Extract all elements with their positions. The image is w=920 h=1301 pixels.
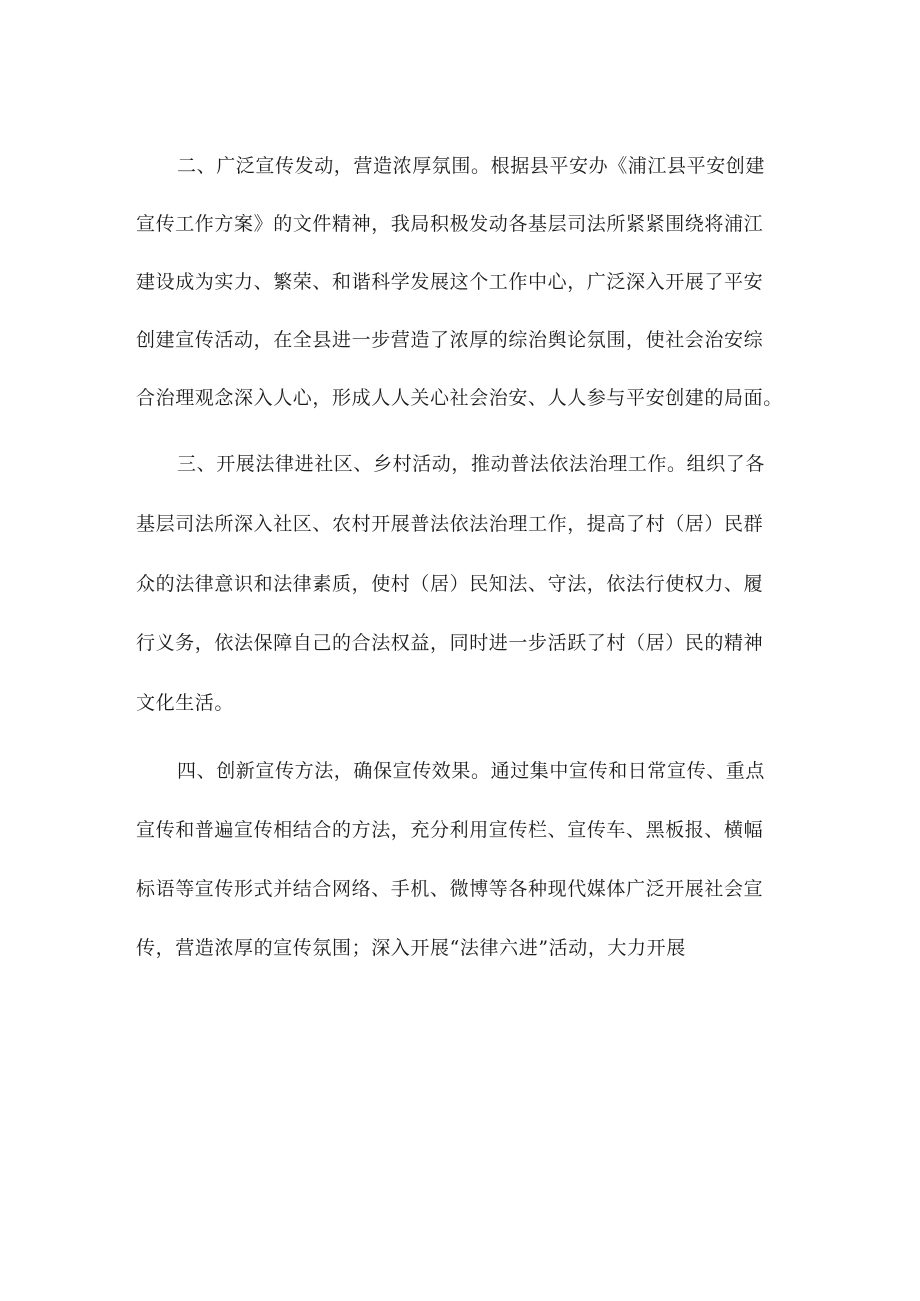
paragraph-line: 三、开展法律进社区、乡村活动，推动普法依法治理工作。组织了各 xyxy=(177,453,766,475)
paragraph-line: 合治理观念深入人心，形成人人关心社会治安、人人参与平安创建的局面。 xyxy=(136,387,783,409)
paragraph-line: 文化生活。 xyxy=(136,692,235,714)
paragraph-line: 标语等宣传形式并结合网络、手机、微博等各种现代媒体广泛开展社会宣 xyxy=(136,878,764,900)
paragraph-line: 创建宣传活动，在全县进一步营造了浓厚的综治舆论氛围，使社会治安综 xyxy=(136,329,764,351)
paragraph-line: 建设成为实力、繁荣、和谐科学发展这个工作中心，广泛深入开展了平安 xyxy=(136,271,764,293)
paragraph-line: 传，营造浓厚的宣传氛围；深入开展“法律六进”活动，大力开展 xyxy=(136,937,686,959)
paragraph-line: 宣传工作方案》的文件精神，我局积极发动各基层司法所紧紧围绕将浦江 xyxy=(136,213,764,235)
paragraph-line: 四、创新宣传方法，确保宣传效果。通过集中宣传和日常宣传、重点 xyxy=(177,760,766,782)
paragraph-line: 宣传和普遍宣传相结合的方法，充分利用宣传栏、宣传车、黑板报、横幅 xyxy=(136,819,764,841)
paragraph-line: 二、广泛宣传发动，营造浓厚氛围。根据县平安办《浦江县平安创建 xyxy=(177,155,766,177)
paragraph-line: 基层司法所深入社区、农村开展普法依法治理工作，提高了村（居）民群 xyxy=(136,513,764,535)
paragraph-line: 众的法律意识和法律素质，使村（居）民知法、守法，依法行使权力、履 xyxy=(136,573,764,595)
paragraph-line: 行义务，依法保障自己的合法权益，同时进一步活跃了村（居）民的精神 xyxy=(136,632,764,654)
